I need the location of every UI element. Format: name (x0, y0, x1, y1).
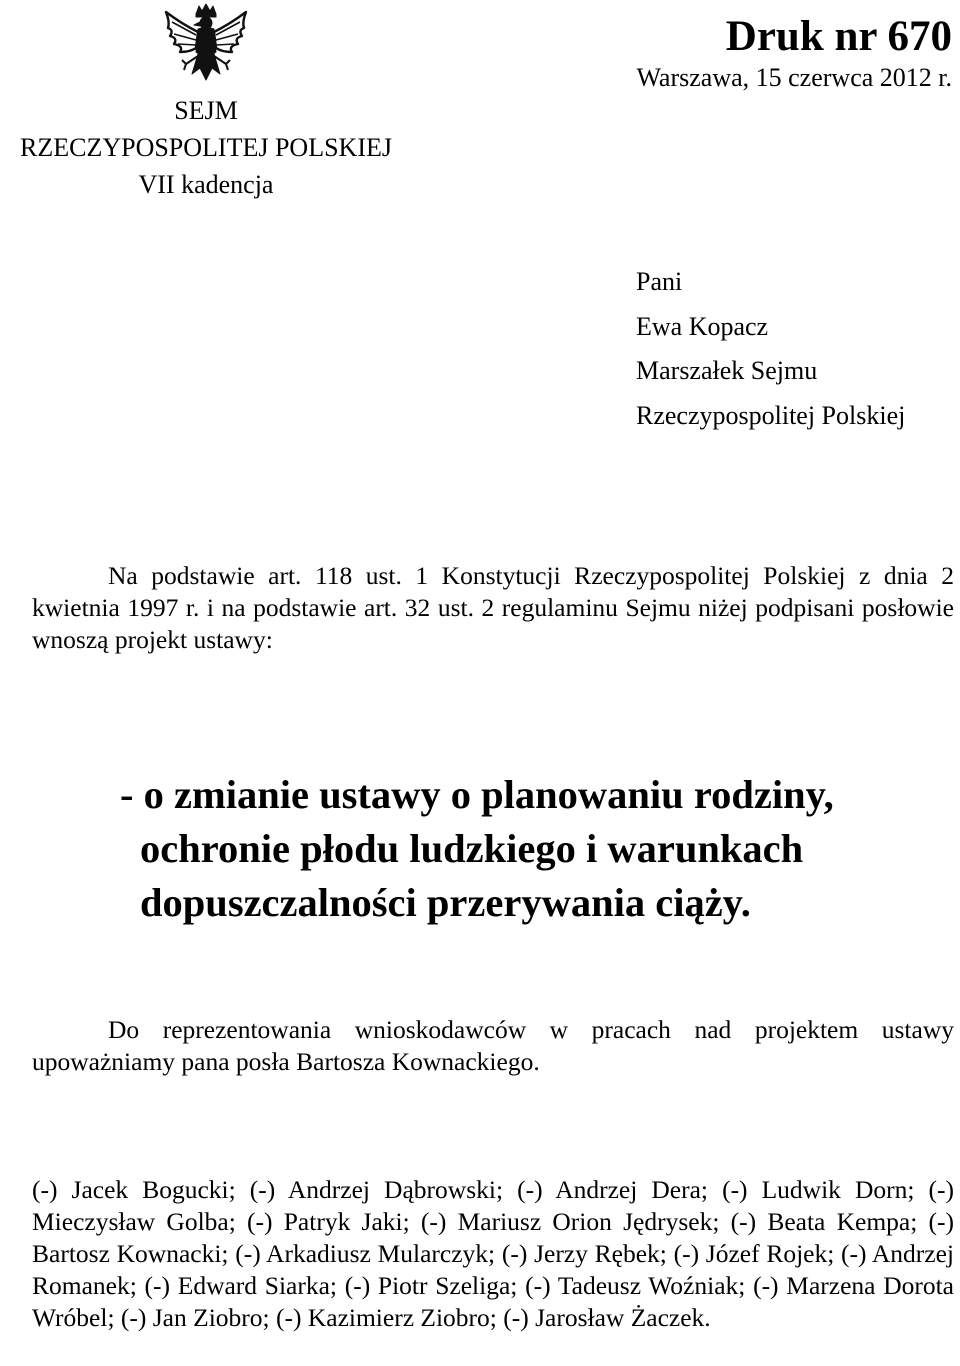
bill-title (120, 768, 956, 930)
print-number: Druk nr 670 (725, 13, 952, 60)
bill-title-line: ochronie płodu ludzkiego i warunkach (140, 826, 804, 871)
intro-text: Na podstawie art. 118 ust. 1 Konstytucji Rzeczypospolitej Polskiej z dnia 2 kwietnia 1997 r. i na podstawie art. 32 ust. 2 regulaminu Sejmu niżej podpisani posłowie wnoszą projekt ustawy: (32, 561, 954, 654)
institution-header (0, 92, 412, 203)
signatories-list: (-) Jacek Bogucki; (-) Andrzej Dąbrowski; (-) Andrzej Dera; (-) Ludwik Dorn; (-) Mieczysław Golba; (-) Patryk Jaki; (-) Mariusz Orion Jędrysek; (-) Beata Kempa; (-) Bartosz Kownacki; (-) Arkadiusz Mularczyk; (-) Jerzy Rębek; (-) Józef Rojek; (-) Andrzej Romanek; (-) Edward Siarka; (-) Piotr Szeliga; (-) Tadeusz Woźniak; (-) Marzena Dorota Wróbel; (-) Jan Ziobro; (-) Kazimierz Ziobro; (-) Jarosław Żaczek. (32, 1175, 954, 1332)
bill-title-line: dopuszczalności przerywania ciąży. (140, 880, 751, 925)
institution-line: VII kadencja (138, 170, 274, 199)
addressee-line: Ewa Kopacz (636, 311, 769, 341)
addressee-line: Pani (636, 267, 683, 296)
representation-paragraph (32, 1014, 954, 1078)
bill-title-line: - o zmianie ustawy o planowaniu rodziny, (120, 772, 834, 817)
institution-line: SEJM (174, 96, 238, 125)
place-date: Warszawa, 15 czerwca 2012 r. (636, 63, 952, 92)
addressee-line: Rzeczypospolitej Polskiej (636, 401, 906, 431)
addressee-block (636, 260, 905, 439)
institution-line: RZECZYPOSPOLITEJ POLSKIEJ (20, 133, 392, 162)
intro-paragraph (32, 560, 954, 656)
representation-text: Do reprezentowania wnioskodawców w pracach nad projektem ustawy upoważniamy pana posła Bartosza Kownackiego. (32, 1015, 954, 1076)
addressee-line: Marszałek Sejmu (636, 356, 818, 386)
polish-eagle-emblem-icon (158, 2, 254, 88)
